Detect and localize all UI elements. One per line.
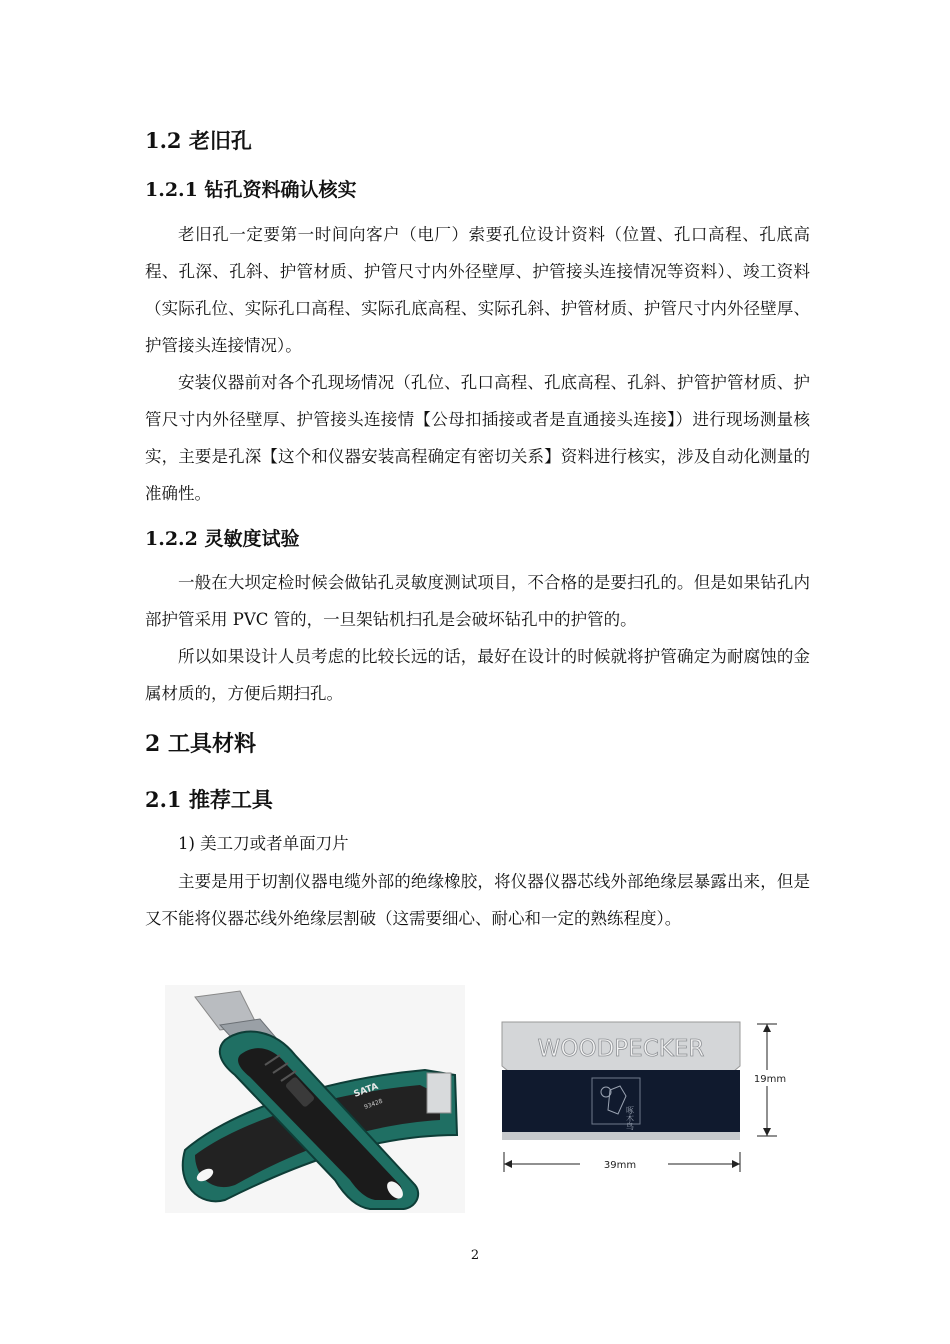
page-number: 2 (470, 1248, 480, 1263)
paragraph-knife-usage: 主要是用于切割仪器电缆外部的绝缘橡胶，将仪器仪器芯线外部绝缘层暴露出来，但是又不能将仪器芯线外绝缘层割破（这需要细心、耐心和一定的熟练程度）。 (145, 872, 810, 928)
knife-brand-label: SATA (352, 1081, 380, 1100)
blade-height-dimension: 19mm (753, 1074, 787, 1085)
blade-logo-label: 啄木鸟 (625, 1106, 635, 1130)
paragraph-design-data: 老旧孔一定要第一时间向客户（电厂）索要孔位设计资料（位置、孔口高程、孔底高程、孔深、孔斜、护管材质、护管尺寸内外径壁厚、护管接头连接情况等资料）、竣工资料（实际孔位、实际孔口高程、实际孔底高程、实际孔斜、护管材质、护管尺寸内外径壁厚、护管接头连接情况）。 (145, 225, 810, 355)
paragraph-site-check: 安装仪器前对各个孔现场情况（孔位、孔口高程、孔底高程、孔斜、护管护管材质、护管尺寸内外径壁厚、护管接头连接情【公母扣插接或者是直通接头连接】）进行现场测量核实，主要是孔深【这个和仪器安装高程确定有密切关系】资料进行核实，涉及自动化测量的准确性。 (145, 373, 810, 503)
list-item-utility-knife: 1) 美工刀或者单面刀片 (178, 834, 349, 853)
section-heading-1-2: 1.2 老旧孔 (145, 128, 252, 153)
razor-blade-image (500, 1018, 800, 1183)
blade-width-dimension: 39mm (603, 1160, 637, 1171)
section-heading-2: 2 工具材料 (145, 731, 256, 757)
blade-brand-label: WOODPECKER (537, 1036, 705, 1062)
paragraph-sensitivity-test: 一般在大坝定检时候会做钻孔灵敏度测试项目，不合格的是要扫孔的。但是如果钻孔内部护管采用 PVC 管的，一旦架钻机扫孔是会破坏钻孔中的护管的。 (145, 573, 810, 629)
utility-knife-illustration (165, 985, 465, 1213)
section-heading-2-1: 2.1 推荐工具 (145, 787, 273, 812)
section-heading-1-2-2: 1.2.2 灵敏度试验 (145, 528, 300, 550)
razor-blade-illustration (500, 1018, 800, 1183)
section-heading-1-2-1: 1.2.1 钻孔资料确认核实 (145, 179, 357, 201)
utility-knife-image (165, 985, 465, 1213)
paragraph-material-advice: 所以如果设计人员考虑的比较长远的话，最好在设计的时候就将护管确定为耐腐蚀的金属材质的，方便后期扫孔。 (145, 647, 810, 703)
knife-model-label: 93428 (363, 1097, 384, 1111)
